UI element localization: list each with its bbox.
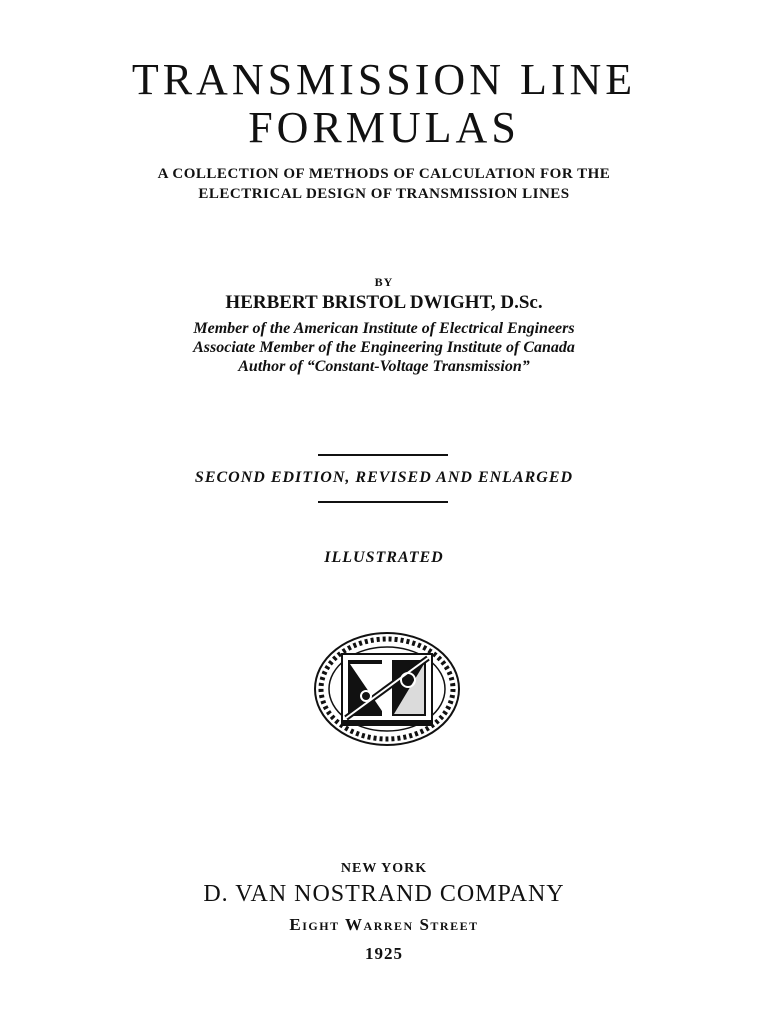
- edition-note: SECOND EDITION, REVISED AND ENLARGED: [194, 469, 574, 486]
- author-affiliation-3: Author of “Constant-Voltage Transmission”: [238, 358, 530, 375]
- title-line-1: TRANSMISSION LINE: [131, 55, 637, 104]
- subtitle-line-2: ELECTRICAL DESIGN OF TRANSMISSION LINES: [198, 186, 570, 202]
- publisher-address: Eight Warren Street: [289, 915, 479, 934]
- publisher-city: NEW YORK: [340, 861, 428, 876]
- by-label: BY: [374, 275, 394, 289]
- publisher-name: D. VAN NOSTRAND COMPANY: [203, 881, 565, 907]
- top-divider: [318, 454, 448, 456]
- bottom-divider: [318, 501, 448, 503]
- publication-year: 1925: [365, 944, 403, 963]
- author-name: HERBERT BRISTOL DWIGHT, D.Sc.: [225, 292, 543, 313]
- publisher-seal-icon: [312, 630, 462, 748]
- subtitle-line-1: A COLLECTION OF METHODS OF CALCULATION FOR THE: [157, 166, 611, 182]
- author-affiliation-2: Associate Member of the Engineering Institute of Canada: [193, 339, 575, 356]
- author-affiliation-1: Member of the American Institute of Electrical Engineers: [193, 320, 575, 337]
- title-line-2: FORMULAS: [248, 103, 520, 152]
- illustrated-note: ILLUSTRATED: [324, 549, 444, 566]
